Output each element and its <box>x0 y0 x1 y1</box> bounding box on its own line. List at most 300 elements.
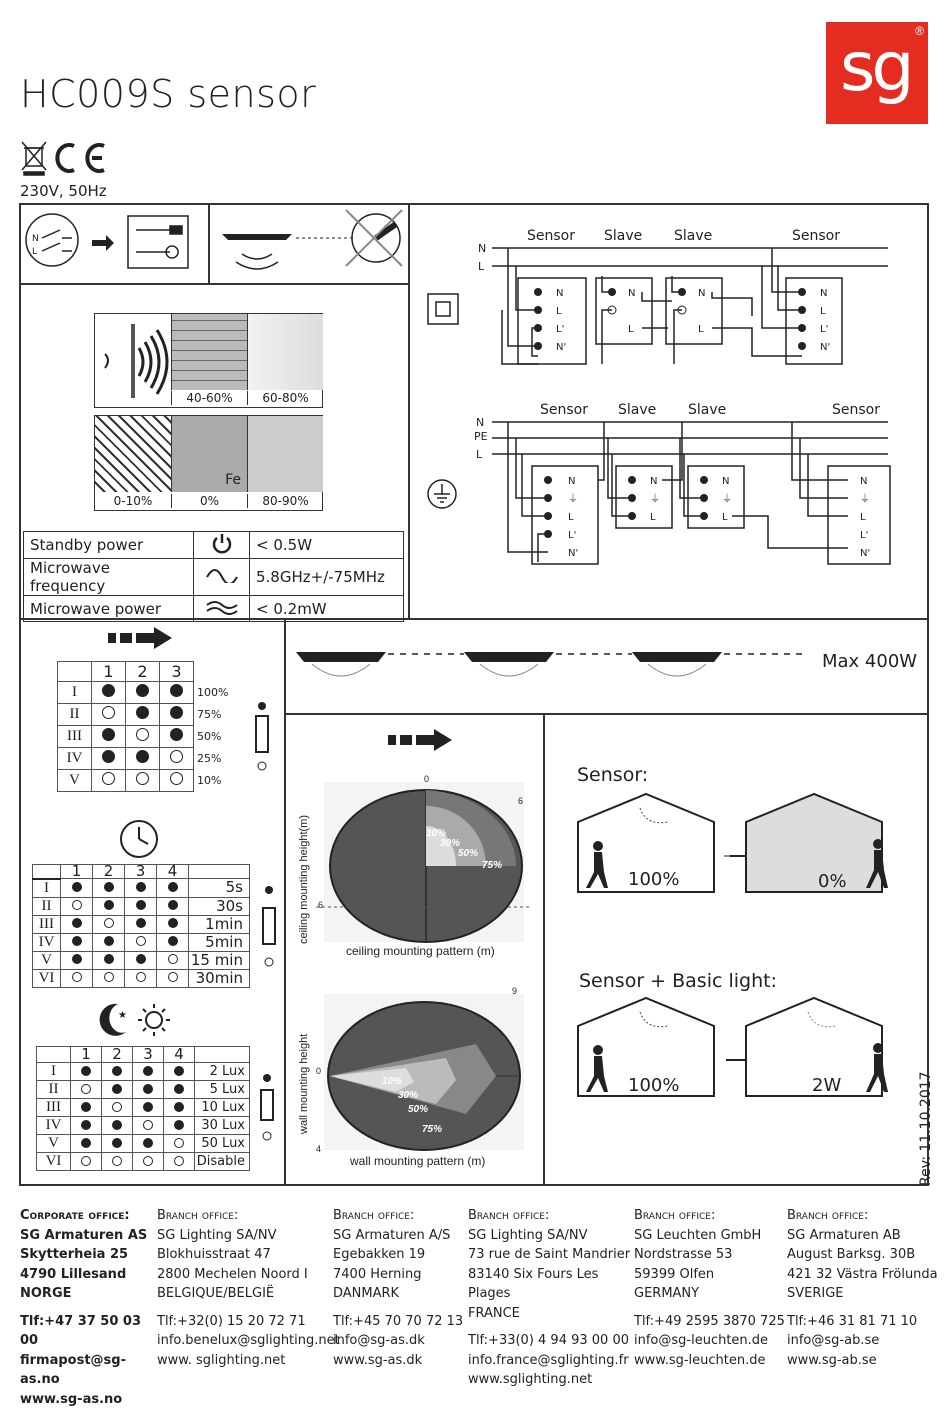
setting-cell <box>164 1117 195 1135</box>
office-line: 7400 Herning <box>333 1265 467 1285</box>
setting-cell <box>61 915 93 933</box>
col-header: 1 <box>71 1047 102 1063</box>
setting-cell <box>71 1153 102 1171</box>
pct-label: 30% <box>440 838 460 849</box>
setting-row <box>37 1063 250 1081</box>
single-insulation-icon <box>428 294 458 324</box>
setting-value: 30min <box>189 969 250 987</box>
dip-on-dot <box>72 936 82 946</box>
dip-on-dot <box>174 1084 184 1094</box>
term-label: ⏚ <box>722 493 732 505</box>
wiring-bottom-label: Sensor <box>832 402 880 418</box>
office-heading: Branch office: <box>787 1206 947 1226</box>
row-label: III <box>33 915 61 933</box>
office-line: SVERIGE <box>787 1284 947 1304</box>
dip-off-dot <box>102 772 115 785</box>
setting-row <box>58 682 241 704</box>
basic-mode-title: Sensor + Basic light: <box>579 970 777 992</box>
setting-cell <box>92 682 126 704</box>
setting-value: 5min <box>189 933 250 951</box>
office-sweden <box>787 1206 947 1370</box>
office-denmark <box>333 1206 467 1370</box>
setting-cell <box>157 951 189 969</box>
setting-value: 15 min <box>189 951 250 969</box>
setting-cell <box>93 933 125 951</box>
office-web[interactable]: www.sg-ab.se <box>787 1351 947 1371</box>
term-label: L' <box>860 530 868 541</box>
setting-row <box>37 1135 250 1153</box>
sun-icon <box>138 1004 170 1036</box>
basic-on-value: 100% <box>628 1075 679 1096</box>
setting-cell <box>157 897 189 915</box>
wall-pattern-graphic <box>296 984 536 1176</box>
term-label: L <box>628 324 634 335</box>
microwave-signal-icon <box>95 314 171 407</box>
term-label: L' <box>556 324 564 335</box>
setting-cell <box>126 770 160 792</box>
dip-on-dot <box>102 684 115 697</box>
row-label: VI <box>33 969 61 987</box>
dip-off-dot <box>170 772 183 785</box>
setting-cell <box>160 726 194 748</box>
office-tel: Tlf:+32(0) 15 20 72 71 <box>157 1312 332 1332</box>
setting-cell <box>164 1063 195 1081</box>
setting-cell <box>93 915 125 933</box>
dip-on-dot <box>168 882 178 892</box>
setting-row <box>37 1081 250 1099</box>
voltage-rating: 230V, 50Hz <box>20 182 107 200</box>
setting-cell <box>61 897 93 915</box>
office-web[interactable]: www. sglighting.net <box>157 1351 332 1371</box>
setting-cell <box>93 951 125 969</box>
metal-plate-icon <box>171 416 247 492</box>
setting-value: 5s <box>189 879 250 898</box>
setting-cell <box>102 1063 133 1081</box>
setting-cell <box>93 879 125 898</box>
brick-penetration: 40-60% <box>171 391 247 405</box>
setting-cell <box>160 704 194 726</box>
clock-icon <box>118 818 160 860</box>
office-line: SG Armaturen AS <box>20 1226 156 1246</box>
office-line: SG Lighting SA/NV <box>468 1226 633 1246</box>
wood-door-icon <box>247 314 323 390</box>
pct-label: 50% <box>408 1104 428 1115</box>
setting-cell <box>102 1081 133 1099</box>
weee-bin-icon <box>22 142 46 175</box>
office-line: Blokhuisstraat 47 <box>157 1245 332 1265</box>
setting-cell <box>164 1099 195 1117</box>
certification-icons <box>20 138 110 178</box>
term-label: L <box>568 512 574 523</box>
setting-cell <box>125 951 157 969</box>
dip-on-dot <box>143 1066 153 1076</box>
dip-on-dot <box>72 918 82 928</box>
dip-on-dot <box>174 1102 184 1112</box>
term-label: N <box>568 476 575 487</box>
setting-row <box>33 933 250 951</box>
setting-cell <box>133 1081 164 1099</box>
dip-on-dot <box>81 1120 91 1130</box>
office-heading: Branch office: <box>468 1206 633 1226</box>
dip-off-dot <box>174 1156 184 1166</box>
setting-cell <box>125 915 157 933</box>
wiring-top-label: Sensor <box>792 228 840 244</box>
office-line: Egebakken 19 <box>333 1245 467 1265</box>
spec-row <box>24 559 404 596</box>
row-label: V <box>33 951 61 969</box>
dip-on-dot <box>72 954 82 964</box>
setting-value: Disable <box>195 1153 250 1171</box>
dial-adjust-icon <box>252 700 272 772</box>
setting-cell <box>133 1153 164 1171</box>
setting-row <box>58 704 241 726</box>
setting-cell <box>61 933 93 951</box>
setting-row <box>58 726 241 748</box>
pct-label: 75% <box>422 1124 442 1135</box>
setting-value: 5 Lux <box>195 1081 250 1099</box>
divider <box>543 713 545 1186</box>
office-web[interactable]: www.sg-as.no <box>20 1390 156 1409</box>
row-label: V <box>58 770 92 792</box>
line-n: N <box>476 416 484 429</box>
office-tel: Tlf:+46 31 81 71 10 <box>787 1312 947 1332</box>
setting-cell <box>133 1135 164 1153</box>
setting-row <box>33 879 250 898</box>
ce-mark-icon <box>57 145 104 171</box>
setting-cell <box>125 897 157 915</box>
dip-on-dot <box>136 750 149 763</box>
row-label: II <box>58 704 92 726</box>
col-header: 2 <box>102 1047 133 1063</box>
office-line: Nordstrasse 53 <box>634 1245 786 1265</box>
term-label: N <box>722 476 729 487</box>
divider <box>284 618 286 1186</box>
dip-on-dot <box>143 1084 153 1094</box>
wiring-bottom-label: Slave <box>618 402 656 418</box>
dip-on-dot <box>136 882 146 892</box>
glass-icon <box>247 416 323 492</box>
term-label: ⏚ <box>568 493 578 505</box>
dip-off-dot <box>174 1138 184 1148</box>
wiring-diagrams <box>412 206 926 616</box>
office-email[interactable]: info.france@sglighting.fr <box>468 1351 633 1371</box>
setting-cell <box>71 1117 102 1135</box>
dip-off-dot <box>104 918 114 928</box>
setting-cell <box>61 969 93 987</box>
office-tel: Tlf:+45 70 70 72 13 <box>333 1312 467 1332</box>
wood-penetration: 60-80% <box>247 391 323 405</box>
col-header: 3 <box>133 1047 164 1063</box>
term-label: N' <box>820 342 830 353</box>
office-web[interactable]: www.sg-leuchten.de <box>634 1351 786 1371</box>
term-label: L <box>722 512 728 523</box>
axis-tick: 4 <box>316 1144 321 1154</box>
power-icon <box>194 532 250 559</box>
term-label: N <box>556 288 563 299</box>
dip-off-dot <box>81 1084 91 1094</box>
axis-tick: 0 <box>316 1066 321 1076</box>
setting-value: 30 Lux <box>195 1117 250 1135</box>
spec-label: Standby power <box>24 532 194 559</box>
sensor-off-value: 0% <box>818 871 847 892</box>
setting-value: 10% <box>194 770 241 792</box>
office-email[interactable]: info@sg-as.dk <box>333 1331 467 1351</box>
basic-off-value: 2W <box>812 1075 841 1096</box>
dip-on-dot <box>136 954 146 964</box>
pct-label: 10% <box>382 1076 402 1087</box>
col-header: 2 <box>126 662 160 682</box>
dip-off-dot <box>136 772 149 785</box>
dip-off-dot <box>72 900 82 910</box>
page-title: HC009S sensor <box>20 72 316 116</box>
col-header: 3 <box>125 865 157 879</box>
office-tel: Tlf:+33(0) 4 94 93 00 00 <box>468 1331 633 1351</box>
office-line: 83140 Six Fours Les Plages <box>468 1265 633 1304</box>
setting-cell <box>102 1099 133 1117</box>
wall-xlabel: wall mounting pattern (m) <box>350 1154 485 1168</box>
office-email[interactable]: info@sg-ab.se <box>787 1331 947 1351</box>
setting-cell <box>126 726 160 748</box>
term-label: N <box>650 476 657 487</box>
dial-adjust-icon <box>257 1072 277 1144</box>
term-label: L <box>698 324 704 335</box>
dip-off-dot <box>136 728 149 741</box>
double-wave-icon <box>194 596 250 622</box>
svg-text:★: ★ <box>118 1010 127 1021</box>
term-label: N' <box>860 548 870 559</box>
setting-cell <box>102 1135 133 1153</box>
logo-text: sg <box>840 28 911 107</box>
dip-off-dot <box>81 1156 91 1166</box>
dip-on-dot <box>104 954 114 964</box>
office-tel: Tlf:+47 37 50 03 00 <box>20 1312 156 1351</box>
dip-on-dot <box>170 684 183 697</box>
office-line: SG Armaturen AB <box>787 1226 947 1246</box>
setting-cell <box>125 969 157 987</box>
dip-on-dot <box>136 918 146 928</box>
divider <box>208 203 210 283</box>
wiring-bottom-label: Slave <box>688 402 726 418</box>
term-label: L <box>820 306 826 317</box>
dip-on-dot <box>136 706 149 719</box>
dip-on-dot <box>112 1138 122 1148</box>
office-line: SG Armaturen A/S <box>333 1226 467 1246</box>
day-night-icons <box>96 1000 176 1040</box>
setting-cell <box>126 704 160 726</box>
dip-off-dot <box>136 972 146 982</box>
term-label: N' <box>556 342 566 353</box>
concrete-penetration: 0-10% <box>95 494 171 508</box>
setting-cell <box>102 1153 133 1171</box>
setting-cell <box>93 897 125 915</box>
pct-label: 10% <box>426 828 446 839</box>
setting-value: 50% <box>194 726 241 748</box>
basic-mode-diagram <box>576 996 910 1100</box>
line-l: L <box>478 260 485 273</box>
row-label: I <box>37 1063 71 1081</box>
tools-icon <box>128 216 188 268</box>
office-line: SG Leuchten GmbH <box>634 1226 786 1246</box>
dip-on-dot <box>102 750 115 763</box>
row-label: II <box>37 1081 71 1099</box>
setting-cell <box>71 1099 102 1117</box>
office-belgium <box>157 1206 332 1370</box>
wall-pattern-chart <box>296 984 536 1176</box>
svg-text:L: L <box>32 247 37 257</box>
material-panel-bottom <box>94 415 323 511</box>
setting-cell <box>164 1153 195 1171</box>
earth-ground-icon <box>428 480 456 508</box>
term-label: L <box>650 512 656 523</box>
setting-cell <box>133 1063 164 1081</box>
office-line: BELGIQUE/BELGIË <box>157 1284 332 1304</box>
axis-tick: 0 <box>424 774 429 784</box>
setting-cell <box>157 915 189 933</box>
switch-off-step <box>22 210 204 278</box>
pct-label: 50% <box>458 848 478 859</box>
setting-value: 1min <box>189 915 250 933</box>
dip-on-dot <box>104 936 114 946</box>
divider <box>19 283 410 285</box>
col-header: 4 <box>164 1047 195 1063</box>
setting-cell <box>125 879 157 898</box>
dip-on-dot <box>174 1120 184 1130</box>
office-line: 4790 Lillesand <box>20 1265 156 1285</box>
setting-row <box>58 770 241 792</box>
setting-row <box>37 1099 250 1117</box>
mains-switch-off-icon <box>26 214 78 266</box>
office-web[interactable]: www.sglighting.net <box>468 1370 633 1390</box>
dip-off-dot <box>168 954 178 964</box>
term-label: N <box>698 288 705 299</box>
glass-penetration: 80-90% <box>247 494 323 508</box>
dip-on-dot <box>168 900 178 910</box>
setting-cell <box>157 879 189 898</box>
max-load: Max 400W <box>822 651 917 672</box>
dip-on-dot <box>81 1138 91 1148</box>
office-line: DANMARK <box>333 1284 467 1304</box>
office-line: SG Lighting SA/NV <box>157 1226 332 1246</box>
setting-value: 2 Lux <box>195 1063 250 1081</box>
term-label: N <box>628 288 635 299</box>
spec-row <box>24 596 404 622</box>
office-line: 2800 Mechelen Noord I <box>157 1265 332 1285</box>
dip-on-dot <box>112 1120 122 1130</box>
setting-cell <box>133 1117 164 1135</box>
term-label: L' <box>820 324 828 335</box>
col-header: 1 <box>92 662 126 682</box>
office-germany <box>634 1206 786 1370</box>
office-france <box>468 1206 633 1390</box>
dip-on-dot <box>136 900 146 910</box>
office-line: Skytterheia 25 <box>20 1245 156 1265</box>
dip-on-dot <box>170 728 183 741</box>
term-label: L' <box>568 530 576 541</box>
office-line: 421 32 Västra Frölunda <box>787 1265 947 1285</box>
dip-on-dot <box>72 882 82 892</box>
sensor-chain-diagram <box>296 644 806 694</box>
dip-on-dot <box>168 936 178 946</box>
office-web[interactable]: www.sg-as.dk <box>333 1351 467 1371</box>
setting-row <box>33 915 250 933</box>
spec-row <box>24 532 404 559</box>
wiring-bottom-label: Sensor <box>540 402 588 418</box>
office-email[interactable]: info.benelux@sglighting.net <box>157 1331 332 1351</box>
setting-cell <box>164 1081 195 1099</box>
divider <box>408 203 410 619</box>
office-email[interactable]: firmapost@sg-as.no <box>20 1351 156 1390</box>
office-heading: Corporate office: <box>20 1206 156 1226</box>
daylight-table <box>36 1046 250 1171</box>
setting-value: 100% <box>194 682 241 704</box>
detection-range-table <box>57 661 241 792</box>
row-label: III <box>58 726 92 748</box>
spec-value: 5.8GHz+/-75MHz <box>250 559 404 596</box>
office-email[interactable]: info@sg-leuchten.de <box>634 1331 786 1351</box>
term-label: ⏚ <box>860 493 870 505</box>
setting-cell <box>164 1135 195 1153</box>
col-header: 4 <box>157 865 189 879</box>
office-line: FRANCE <box>468 1304 633 1324</box>
row-label: IV <box>37 1117 71 1135</box>
col-header: 3 <box>160 662 194 682</box>
ceiling-sensor-icon <box>464 652 554 676</box>
setting-cell <box>71 1063 102 1081</box>
setting-cell <box>160 770 194 792</box>
fe-label: Fe <box>225 472 241 488</box>
row-label: VI <box>37 1153 71 1171</box>
metal-penetration: 0% <box>171 494 247 508</box>
line-l: L <box>476 448 483 461</box>
dip-on-dot <box>143 1102 153 1112</box>
setting-row <box>58 748 241 770</box>
setting-cell <box>92 726 126 748</box>
no-tilt-icon <box>346 210 402 266</box>
spec-label: Microwave power <box>24 596 194 622</box>
dip-off-dot <box>136 936 146 946</box>
spec-label: Microwave frequency <box>24 559 194 596</box>
row-label: III <box>37 1099 71 1117</box>
sensor-tilt-warning <box>212 206 406 278</box>
setting-row <box>33 969 250 987</box>
office-line: 73 rue de Saint Mandrier <box>468 1245 633 1265</box>
line-pe: PE <box>474 430 488 443</box>
axis-tick: 9 <box>512 986 517 996</box>
row-label: II <box>33 897 61 915</box>
setting-value: 10 Lux <box>195 1099 250 1117</box>
dip-off-dot <box>168 972 178 982</box>
dip-on-dot <box>143 1138 153 1148</box>
sensor-mode-diagram <box>576 792 910 896</box>
term-label: N' <box>568 548 578 559</box>
sensor-on-value: 100% <box>628 869 679 890</box>
setting-value: 50 Lux <box>195 1135 250 1153</box>
dip-off-dot <box>104 972 114 982</box>
setting-row <box>33 897 250 915</box>
office-line: NORGE <box>20 1284 156 1304</box>
wiring-top-label: Slave <box>604 228 642 244</box>
dip-off-dot <box>72 972 82 982</box>
row-label: V <box>37 1135 71 1153</box>
hold-time-table <box>32 864 250 988</box>
revision-date: Rev: 11.10.2017 <box>918 1071 934 1186</box>
setting-cell <box>92 704 126 726</box>
ceiling-ylabel: ceiling mounting height(m) <box>298 815 310 944</box>
term-label: N <box>860 476 867 487</box>
dip-off-dot <box>143 1156 153 1166</box>
row-label: I <box>33 879 61 898</box>
brick-wall-icon <box>171 314 247 390</box>
